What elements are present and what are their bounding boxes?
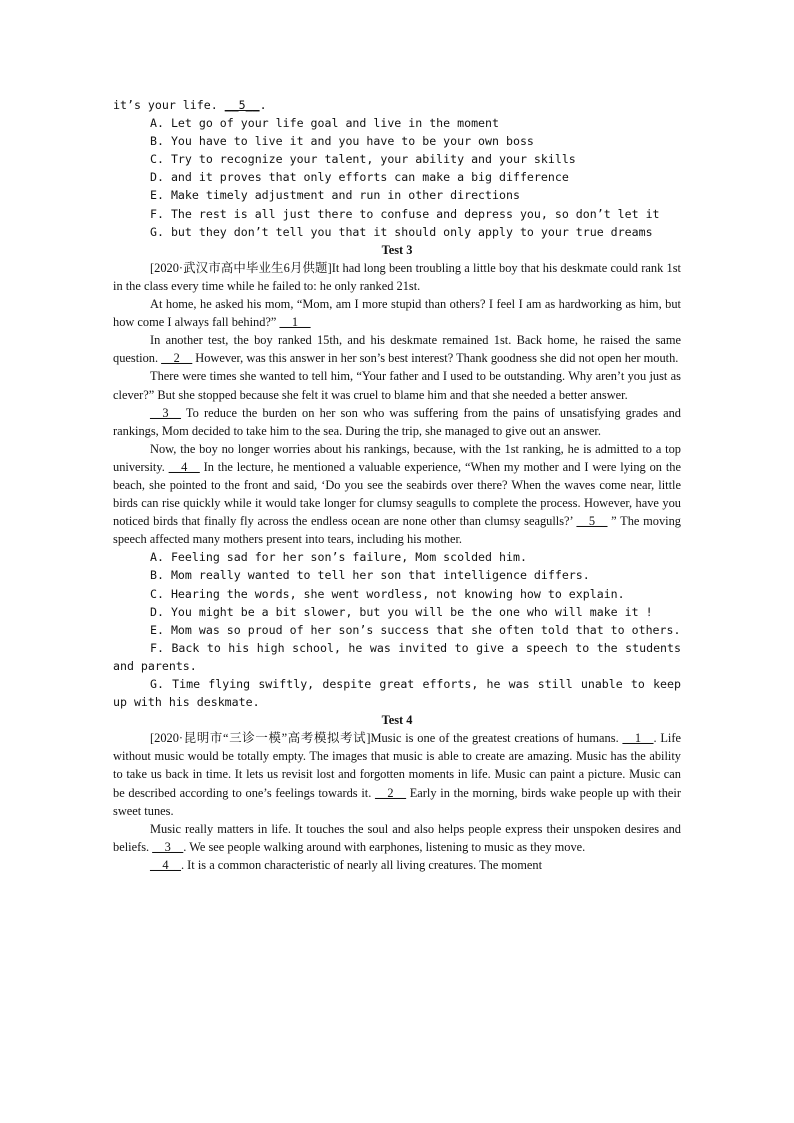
answer-blank[interactable]: __2__ bbox=[375, 785, 407, 800]
test3-option-e[interactable]: E. Mom was so proud of her son’s success that she often told that to others. bbox=[150, 622, 681, 637]
answer-blank[interactable]: __5__ bbox=[224, 98, 260, 112]
option-g[interactable]: G. but they don’t tell you that it should only apply to your true dreams bbox=[150, 224, 653, 239]
answer-blank[interactable]: __2__ bbox=[161, 351, 193, 366]
test4-paragraph-2: Music really matters in life. It touches the soul and also helps people express their unspoken desires and beliefs. __3__. We see people walking around with earphones, listening to music as they move. bbox=[113, 821, 681, 854]
option-d[interactable]: D. and it proves that only efforts can make a big difference bbox=[150, 170, 569, 185]
test3-paragraph-5: __3__ To reduce the burden on her son who was suffering from the pains of unsatisfying grades and rankings, Mom decided to take him to the sea. During the trip, she managed to give out an answer. bbox=[113, 405, 681, 438]
test3-paragraph-4: There were times she wanted to tell him, “Your father and I used to be outstanding. Why aren’t you just as clever?” But she stopped because she felt it was cruel to blame him and that she needed a better answer. bbox=[113, 369, 681, 402]
answer-blank[interactable]: __3__ bbox=[150, 405, 181, 420]
answer-blank[interactable]: __4__ bbox=[168, 459, 200, 474]
test3-paragraph-6: Now, the boy no longer worries about his rankings, because, with the 1st ranking, he is admitted to a top university. __4__ In the lecture, he mentioned a valuable experience, “When my mother and I were lying on the beach, she pointed to the front and said, ‘Do you see the seabirds over there? When the waves come near, little birds can rise quickly while it would take longer for clumsy seagulls to complete the process. However, have you noticed birds that finally fly across the endless ocean are none other than clumsy seagulls?’ __5__ ” The moving speech affected many mothers present into tears, including his mother. bbox=[113, 441, 681, 547]
test4-paragraph-1: [2020·昆明市“三诊一模”高考模拟考试]Music is one of the greatest creations of humans. __1__. Life without music would be totally empty. The images that music is able to create are amazing. Music has the ability to take us back in time. It lets us revisit lost and forgotten moments in life. Music can paint a picture. Music can be described according to one’s feelings towards it. __2__ Early in the morning, birds wake people up with their sweet tunes. bbox=[113, 731, 682, 818]
option-b[interactable]: B. You have to live it and you have to be your own boss bbox=[150, 134, 534, 149]
test4-title: Test 4 bbox=[381, 713, 413, 728]
option-f[interactable]: F. The rest is all just there to confuse and depress you, so don’t let it bbox=[150, 206, 660, 221]
answer-blank[interactable]: __4__ bbox=[150, 857, 181, 872]
test3-option-b[interactable]: B. Mom really wanted to tell her son that intelligence differs. bbox=[150, 568, 590, 583]
test4-paragraph-3: __4__. It is a common characteristic of nearly all living creatures. The moment bbox=[150, 857, 543, 872]
test3-paragraph-1: [2020·武汉市高中毕业生6月供题]It had long been troubling a little boy that his deskmate could rank 1st in the class every time while he failed to: he only ranked 21st. bbox=[113, 260, 681, 293]
test3-option-a[interactable]: A. Feeling sad for her son’s failure, Mom scolded him. bbox=[150, 550, 527, 565]
test3-option-d[interactable]: D. You might be a bit slower, but you will be the one who will make it ! bbox=[150, 604, 653, 619]
test3-options-list bbox=[113, 548, 681, 711]
document-page bbox=[113, 96, 681, 874]
answer-blank[interactable]: __1__ bbox=[622, 731, 654, 746]
test3-title: Test 3 bbox=[381, 242, 413, 257]
test3-option-c[interactable]: C. Hearing the words, she went wordless, not knowing how to explain. bbox=[150, 586, 625, 601]
option-a[interactable]: A. Let go of your life goal and live in the moment bbox=[150, 116, 500, 131]
test3-option-f[interactable]: F. Back to his high school, he was invited to give a speech to the students and parents. bbox=[113, 640, 681, 673]
test3-paragraph-3: In another test, the boy ranked 15th, and his deskmate remained 1st. Back home, he raised the same question. __2__ However, was this answer in her son’s best interest? Thank goodness she did not open her mouth. bbox=[113, 333, 681, 366]
answer-blank[interactable]: __1__ bbox=[279, 315, 311, 330]
options-list-a bbox=[113, 114, 681, 241]
answer-blank[interactable]: __3__ bbox=[152, 839, 184, 854]
test3-paragraph-2: At home, he asked his mom, “Mom, am I more stupid than others? I feel I am as hardworking as him, but how come I always fall behind?” __1__ bbox=[113, 297, 681, 330]
option-c[interactable]: C. Try to recognize your talent, your ability and your skills bbox=[150, 152, 576, 167]
test3-option-g[interactable]: G. Time flying swiftly, despite great efforts, he was still unable to keep up with his deskmate. bbox=[113, 677, 681, 710]
intro-line: it’s your life. __5__. bbox=[113, 98, 267, 112]
answer-blank[interactable]: __5__ bbox=[576, 514, 608, 529]
option-e[interactable]: E. Make timely adjustment and run in other directions bbox=[150, 188, 520, 203]
